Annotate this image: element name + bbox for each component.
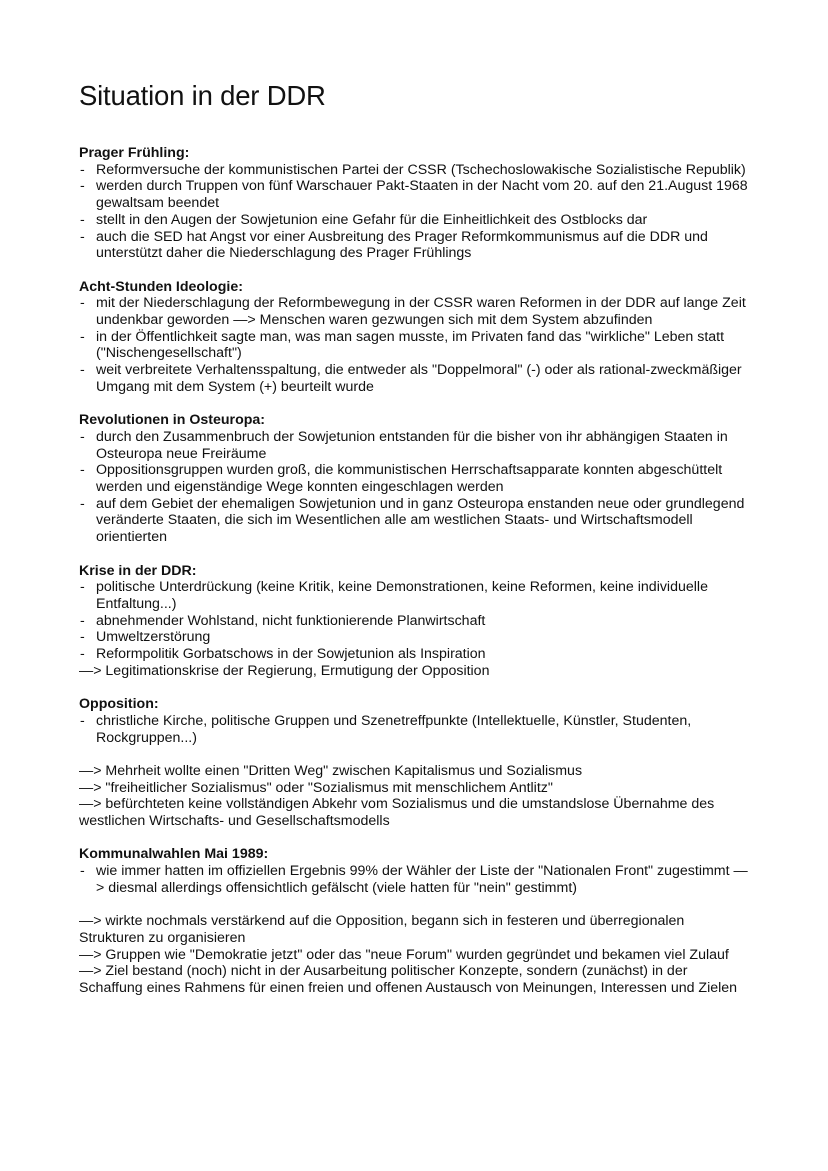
section xyxy=(79,563,751,680)
bullet-list xyxy=(79,579,751,663)
bullet-item: - Umweltzerstörung xyxy=(79,629,751,646)
bullet-item: - auf dem Gebiet der ehemaligen Sowjetunion und in ganz Osteuropa enstanden neue oder grundlegend veränderte Staaten, die sich im Wesentlichen alle am westlichen Staats- und Wirtschaftsmodell orientierten xyxy=(79,496,751,546)
bullet-list xyxy=(79,162,751,262)
section xyxy=(79,145,751,262)
spacer xyxy=(79,897,751,914)
bullet-item: - weit verbreitete Verhaltensspaltung, die entweder als "Doppelmoral" (-) oder als rational-zweckmäßiger Umgang mit dem System (+) beurteilt wurde xyxy=(79,362,751,395)
bullet-item: - Reformpolitik Gorbatschows in der Sowjetunion als Inspiration xyxy=(79,646,751,663)
arrow-note: —> wirkte nochmals verstärkend auf die Opposition, begann sich in festeren und überregionalen Strukturen zu organisieren xyxy=(79,913,685,946)
spacer xyxy=(79,746,751,763)
bullet-list xyxy=(79,295,751,395)
arrow-note: —> befürchteten keine vollständigen Abkehr vom Sozialismus und die umstandslose Übernahme des westlichen Wirtschafts- und Gesellschaftsmodells xyxy=(79,796,715,830)
bullet-item: - christliche Kirche, politische Gruppen und Szenetreffpunkte (Intellektuelle, Künstler, Studenten, Rockgruppen...) xyxy=(79,713,751,746)
bullet-list xyxy=(79,713,751,746)
bullet-item: - politische Unterdrückung (keine Kritik, keine Demonstrationen, keine Reformen, keine individuelle Entfaltung...) xyxy=(79,579,751,612)
bullet-item: - stellt in den Augen der Sowjetunion eine Gefahr für die Einheitlichkeit des Ostblocks dar xyxy=(79,212,751,229)
document-body xyxy=(79,145,751,1013)
page-title: Situation in der DDR xyxy=(79,80,326,111)
bullet-item: - in der Öffentlichkeit sagte man, was man sagen musste, im Privaten fand das "wirkliche" Leben statt ("Nischengesellschaft") xyxy=(79,329,751,362)
bullet-list xyxy=(79,863,751,896)
section-heading: Opposition: xyxy=(79,696,159,713)
bullet-item: - durch den Zusammenbruch der Sowjetunion entstanden für die bisher von ihr abhängigen Staaten in Osteuropa neue Freiräume xyxy=(79,429,751,462)
arrow-note: —> Gruppen wie "Demokratie jetzt" oder das "neue Forum" wurden gegründet und bekamen viel Zulauf xyxy=(79,946,729,963)
arrow-note: —> Legitimationskrise der Regierung, Ermutigung der Opposition xyxy=(79,662,490,679)
section xyxy=(79,279,751,396)
section xyxy=(79,846,751,996)
arrow-note: —> Ziel bestand (noch) nicht in der Ausarbeitung politischer Konzepte, sondern (zunächst) in der Schaffung eines Rahmens für einen freien und offenen Austausch von Meinungen, Interessen und Zielen xyxy=(79,963,738,997)
section-heading: Krise in der DDR: xyxy=(79,562,197,579)
arrow-note: —> "freiheitlicher Sozialismus" oder "Sozialismus mit menschlichem Antlitz" xyxy=(79,779,553,796)
bullet-item: - wie immer hatten im offiziellen Ergebnis 99% der Wähler der Liste der "Nationalen Front" zugestimmt —> diesmal allerdings offensichtlich gefälscht (viele hatten für "nein" gestimmt) xyxy=(79,863,751,896)
bullet-item: - werden durch Truppen von fünf Warschauer Pakt-Staaten in der Nacht vom 20. auf den 21.August 1968 gewaltsam beendet xyxy=(79,178,751,211)
section-heading: Acht-Stunden Ideologie: xyxy=(79,278,243,295)
bullet-item: - Reformversuche der kommunistischen Partei der CSSR (Tschechoslowakische Sozialistische Republik) xyxy=(79,162,751,179)
bullet-item: - abnehmender Wohlstand, nicht funktionierende Planwirtschaft xyxy=(79,613,751,630)
section-heading: Prager Frühling: xyxy=(79,145,190,161)
section xyxy=(79,412,751,546)
bullet-item: - mit der Niederschlagung der Reformbewegung in der CSSR waren Reformen in der DDR auf lange Zeit undenkbar geworden —> Menschen waren gezwungen sich mit dem System abzufinden xyxy=(79,295,751,328)
arrow-note: —> Mehrheit wollte einen "Dritten Weg" zwischen Kapitalismus und Sozialismus xyxy=(79,762,583,779)
bullet-item: - Oppositionsgruppen wurden groß, die kommunistischen Herrschaftsapparate konnten abgeschüttelt werden und eigenständige Wege konnten eingeschlagen werden xyxy=(79,462,751,495)
section xyxy=(79,696,751,830)
bullet-list xyxy=(79,429,751,546)
bullet-item: - auch die SED hat Angst vor einer Ausbreitung des Prager Reformkommunismus auf die DDR und unterstützt daher die Niederschlagung des Prager Frühlings xyxy=(79,229,751,262)
section-heading: Kommunalwahlen Mai 1989: xyxy=(79,846,269,863)
section-heading: Revolutionen in Osteuropa: xyxy=(79,412,266,429)
